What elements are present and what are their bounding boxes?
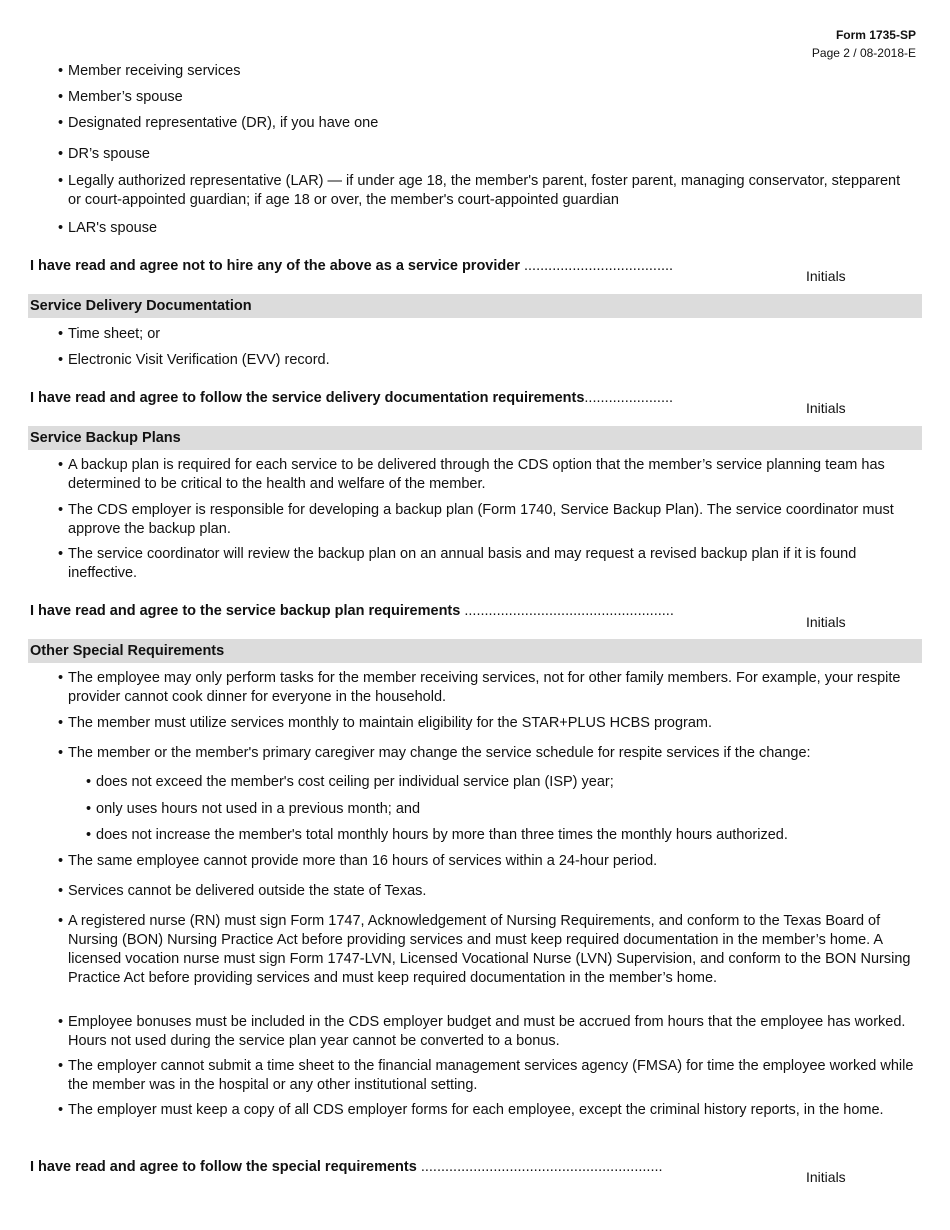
list-item: • The member must utilize services monthly to maintain eligibility for the STAR+PLUS HCBS program. [58,714,916,733]
leader-dots: ............................................................ [416,1159,663,1175]
list-item: • Designated representative (DR), if you have one [58,114,916,133]
list-item: • The employer must keep a copy of all CDS employer forms for each employee, except the criminal history reports, in the home. [58,1101,916,1120]
list-item: • Electronic Visit Verification (EVV) record. [58,351,916,370]
agreement-hire [30,257,730,276]
list-item: • The same employee cannot provide more than 16 hours of services within a 24-hour period. [58,852,916,871]
agreement-special [30,1158,730,1177]
leader-dots: ...................... [584,390,674,406]
list-item: • The member or the member's primary caregiver may change the service schedule for respite services if the change: [58,744,916,763]
agreement-statement: I have read and agree to follow the special requirements [30,1159,417,1175]
list-item: • A backup plan is required for each service to be delivered through the CDS option that the member’s service planning team has determined to be critical to the health and welfare of the member. [58,456,916,494]
sub-list-item: • only uses hours not used in a previous month; and [86,800,916,819]
initials-field-hire[interactable]: Initials [806,268,846,284]
initials-field-special[interactable]: Initials [806,1169,846,1185]
list-item: • A registered nurse (RN) must sign Form 1747, Acknowledgement of Nursing Requirements, and conform to the Texas Board of Nursing (BON) Nursing Practice Act before providing services and must keep required documentation in the member’s home. A licensed vocation nurse must sign Form 1747-LVN, Licensed Vocational Nurse (LVN) Supervision, and conform to the BON Nursing Practice Act before providing services and must keep required documentation in the member’s home. [58,912,916,988]
list-item: • The service coordinator will review the backup plan on an annual basis and may request a revised backup plan if it is found ineffective. [58,545,916,583]
section-header-documentation: Service Delivery Documentation [28,294,922,318]
list-item: • The employer cannot submit a time sheet to the financial management services agency (FMSA) for time the employee worked while the member was in the hospital or any other institutional setting. [58,1057,916,1095]
section-header-backup: Service Backup Plans [28,426,922,450]
list-item: • Time sheet; or [58,325,916,344]
agreement-statement: I have read and agree to follow the service delivery documentation requirements [30,390,585,406]
agreement-documentation [30,389,730,408]
agreement-statement: I have read and agree to the service backup plan requirements [30,603,461,619]
section-header-special: Other Special Requirements [28,639,922,663]
sub-list-item: • does not exceed the member's cost ceiling per individual service plan (ISP) year; [86,773,916,792]
initials-field-documentation[interactable]: Initials [806,400,846,416]
list-item: • The employee may only perform tasks for the member receiving services, not for other family members. For example, your respite provider cannot cook dinner for everyone in the household. [58,669,916,707]
list-item: • Member receiving services [58,62,916,81]
leader-dots: ..................................... [519,258,674,274]
leader-dots: .................................................... [460,603,674,619]
list-item: • Legally authorized representative (LAR) — if under age 18, the member's parent, foster parent, managing conservator, stepparent or court-appointed guardian; if age 18 or over, the member's court-appointed guardian [58,172,916,210]
page-info: Page 2 / 08-2018-E [811,46,916,60]
list-item: • Services cannot be delivered outside the state of Texas. [58,882,916,901]
list-item: • Member’s spouse [58,88,916,107]
form-number: Form 1735-SP [835,28,916,42]
sub-list-item: • does not increase the member's total monthly hours by more than three times the monthly hours authorized. [86,826,916,845]
list-item: • DR’s spouse [58,145,916,164]
list-item: • The CDS employer is responsible for developing a backup plan (Form 1740, Service Backup Plan). The service coordinator must approve the backup plan. [58,501,916,539]
agreement-statement: I have read and agree not to hire any of the above as a service provider [30,258,520,274]
initials-field-backup[interactable]: Initials [806,614,846,630]
agreement-backup [30,602,730,621]
list-item: • Employee bonuses must be included in the CDS employer budget and must be accrued from hours that the employee has worked. Hours not used during the service plan year cannot be converted to a bonus. [58,1013,916,1051]
list-item: • LAR's spouse [58,219,916,238]
